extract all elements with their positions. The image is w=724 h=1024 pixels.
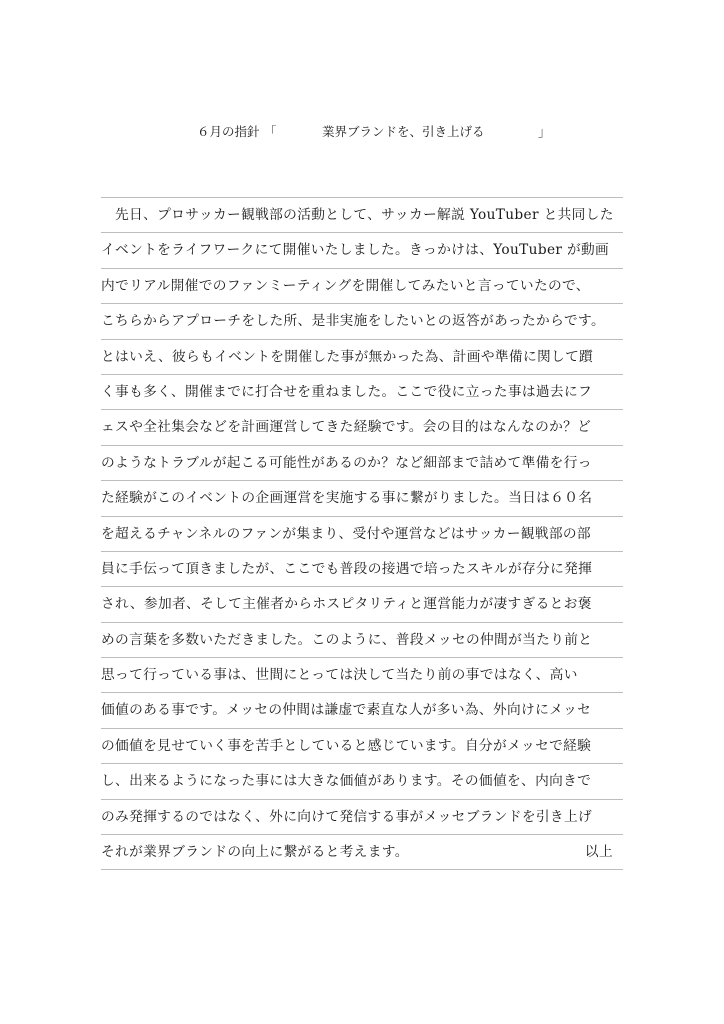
body-line xyxy=(101,269,623,304)
body-line-text: た経験がこのイベントの企画運営を実施する事に繋がりました。当日は６０名 xyxy=(101,490,593,507)
body-line-text: し、出来るようになった事には大きな価値があります。その価値を、内向きで xyxy=(101,773,592,790)
body-line xyxy=(101,800,623,835)
body-line-text: 思って行っている事は、世間にとっては決して当たり前の事ではなく、高い xyxy=(101,667,578,684)
body-line-text: 員に手伝って頂きましたが、ここでも普段の接遇で培ったスキルが存分に発揮 xyxy=(101,560,593,577)
title-open-bracket: 「 xyxy=(264,124,277,139)
body-line xyxy=(101,233,623,268)
body-line xyxy=(101,304,623,339)
body-line-text: され、参加者、そして主催者からホスピタリティと運営能力が凄すぎるとお褒 xyxy=(101,596,592,613)
body-line xyxy=(101,729,623,764)
body-line xyxy=(101,481,623,516)
body-line xyxy=(101,693,623,728)
body-line-text: こちらからアプローチをした所、是非実施をしたいとの返答があったからです。 xyxy=(101,313,605,330)
body-line xyxy=(101,658,623,693)
body-line-text: のようなトラブルが起こる可能性があるのか？など細部まで詰めて準備を行っ xyxy=(101,454,592,471)
body-line-text: 価値のある事です。メッセの仲間は謙虚で素直な人が多い為、外向けにメッセ xyxy=(101,702,592,719)
body-line-text: の価値を見せていく事を苦手としていると感じています。自分がメッセで経験 xyxy=(101,737,592,754)
body-line xyxy=(101,340,623,375)
body-line-text: 内でリアル開催でのファンミーティングを開催してみたいと言っていたので、 xyxy=(101,277,590,294)
body-line xyxy=(101,410,623,445)
body-line xyxy=(101,835,623,870)
title-close-bracket: 」 xyxy=(538,124,551,139)
body-line xyxy=(101,446,623,481)
title-theme: 業界ブランドを、引き上げる xyxy=(322,124,485,139)
body-line-text: とはいえ、彼らもイベントを開催した事が無かった為、計画や準備に関して躓 xyxy=(101,348,594,365)
body-line xyxy=(101,587,623,622)
body-line-text: めの言葉を多数いただきました。このように、普段メッセの仲間が当たり前と xyxy=(101,631,593,648)
body-line xyxy=(101,517,623,552)
body-line-text: イベントをライフワークにて開催いたしました。きっかけは、YouTuber が動画 xyxy=(101,242,610,259)
body-line xyxy=(101,375,623,410)
body-line xyxy=(101,552,623,587)
body-line-text: ェスや全社集会などを計画運営してきた経験です。会の目的はなんなのか？ど xyxy=(101,419,592,436)
closing-mark: 以上 xyxy=(584,844,613,861)
body-line xyxy=(101,764,623,799)
body-line-text: く事も多く、開催までに打合せを重ねました。ここで役に立った事は過去にフ xyxy=(101,383,593,400)
body-line-text: 先日、プロサッカー観戦部の活動として、サッカー解説 YouTuber と共同した xyxy=(115,207,614,223)
document-title xyxy=(0,122,724,142)
body-line xyxy=(101,623,623,658)
ruled-body xyxy=(101,197,623,870)
body-line xyxy=(101,198,623,233)
title-prefix: ６月の指針 xyxy=(197,124,260,139)
body-line-text: を超えるチャンネルのファンが集まり、受付や運営などはサッカー観戦部の部 xyxy=(101,525,591,542)
body-line-text: それが業界ブランドの向上に繋がると考えます。 xyxy=(101,844,409,861)
body-line-text: のみ発揮するのではなく、外に向けて発信する事がメッセブランドを引き上げ xyxy=(101,808,593,825)
